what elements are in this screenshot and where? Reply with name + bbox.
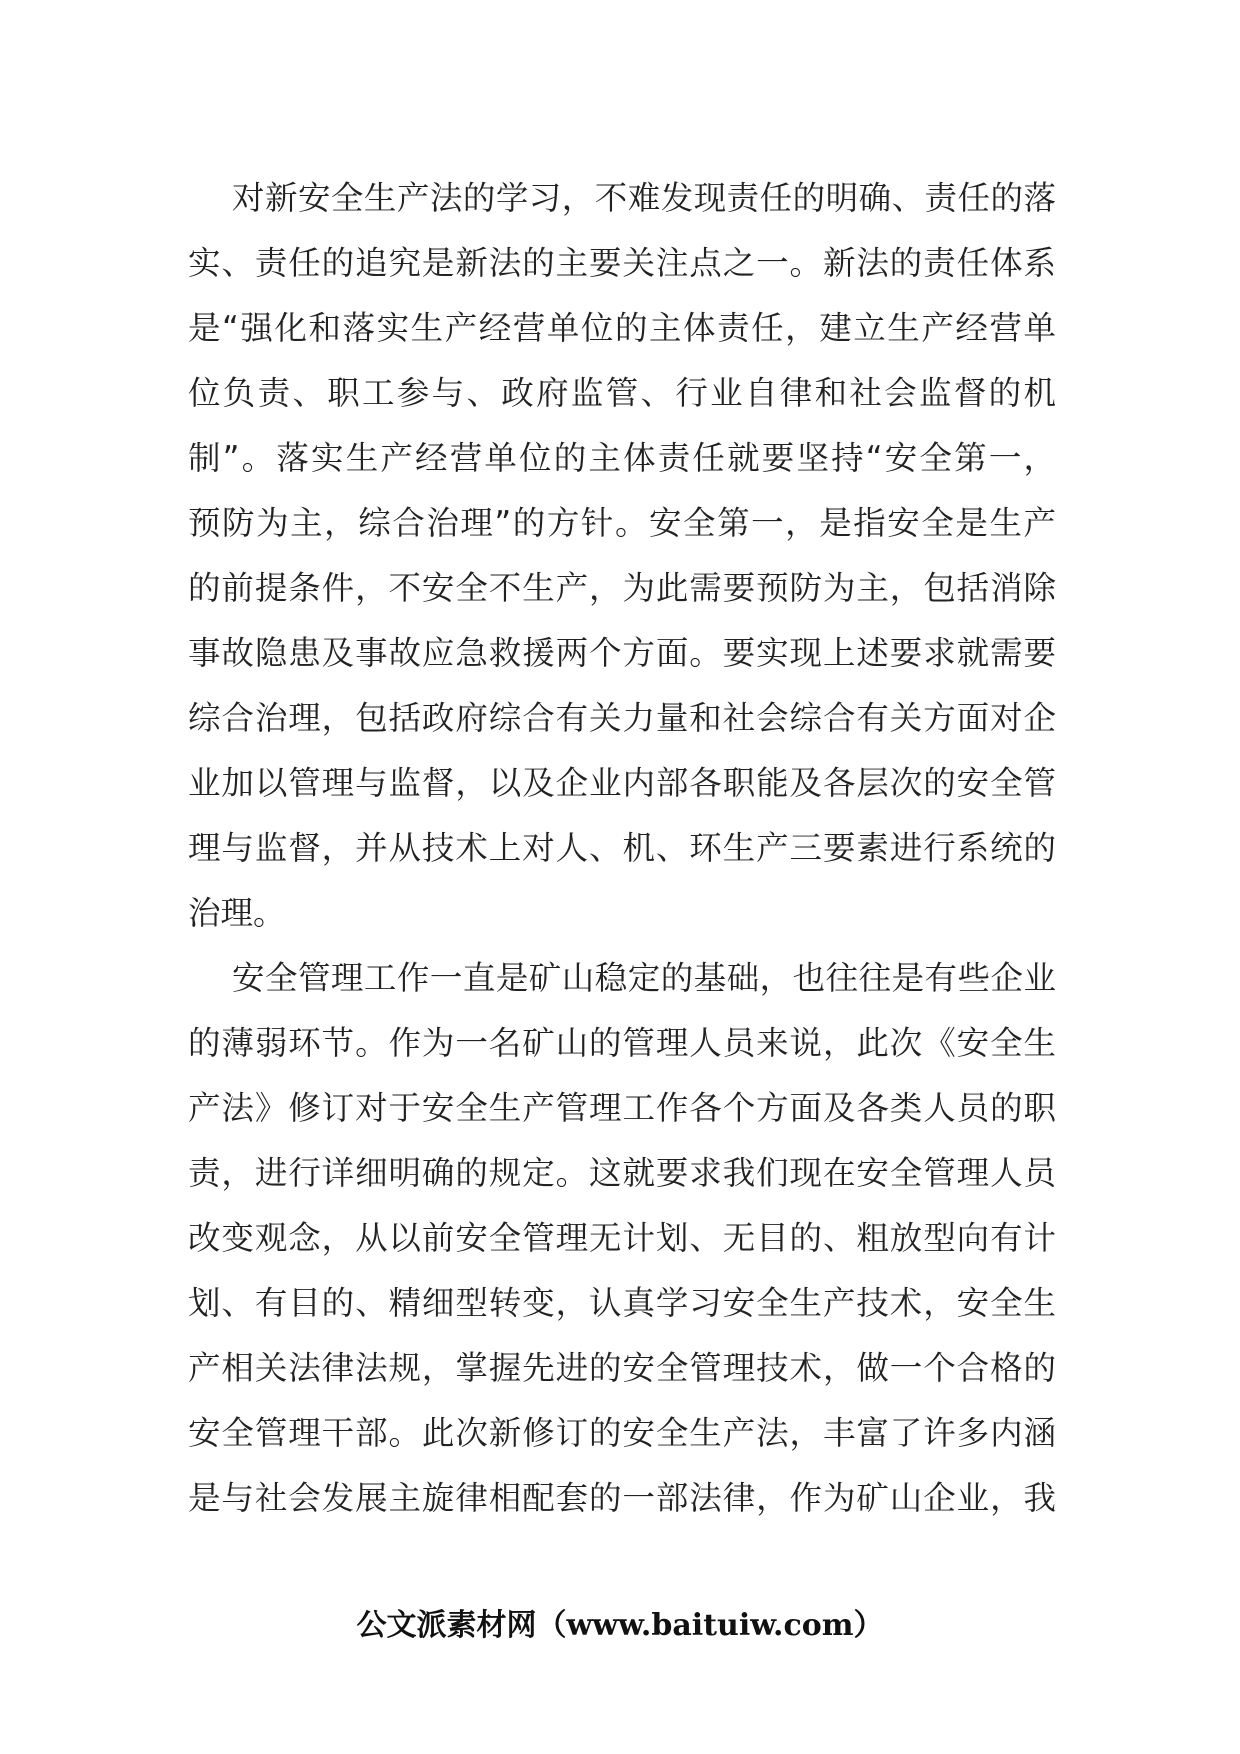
paragraph-2 (188, 946, 1056, 1531)
footer-source-text: 公文派素材网（www.baituiw.com） (356, 1608, 884, 1643)
text-line: 的薄弱环节。作为一名矿山的管理人员来说，此次《安全生 (188, 1024, 1056, 1062)
text-line: 产相关法律法规，掌握先进的安全管理技术，做一个合格的 (188, 1349, 1056, 1387)
text-line: 治理。 (188, 894, 286, 932)
text-line: 的前提条件，不安全不生产，为此需要预防为主，包括消除 (188, 569, 1056, 607)
text-line: 划、有目的、精细型转变，认真学习安全生产技术，安全生 (188, 1284, 1056, 1322)
text-line: 安全管理干部。此次新修订的安全生产法，丰富了许多内涵 (188, 1414, 1056, 1452)
text-line: 制”。落实生产经营单位的主体责任就要坚持“安全第一， (188, 439, 1056, 477)
text-line: 产法》修订对于安全生产管理工作各个方面及各类人员的职 (188, 1089, 1056, 1127)
text-line: 预防为主，综合治理”的方针。安全第一，是指安全是生产 (188, 504, 1056, 542)
text-line: 事故隐患及事故应急救援两个方面。要实现上述要求就需要 (188, 634, 1056, 672)
text-line: 是“强化和落实生产经营单位的主体责任，建立生产经营单 (188, 309, 1056, 347)
text-line: 业加以管理与监督，以及企业内部各职能及各层次的安全管 (188, 764, 1056, 802)
text-line: 理与监督，并从技术上对人、机、环生产三要素进行系统的 (188, 829, 1056, 867)
text-line: 综合治理，包括政府综合有关力量和社会综合有关方面对企 (188, 699, 1056, 737)
text-line: 位负责、职工参与、政府监管、行业自律和社会监督的机 (188, 374, 1056, 412)
text-line: 实、责任的追究是新法的主要关注点之一。新法的责任体系 (188, 244, 1056, 282)
text-line: 安全管理工作一直是矿山稳定的基础，也往往是有些企业 (232, 959, 1056, 997)
text-line: 责，进行详细明确的规定。这就要求我们现在安全管理人员 (188, 1154, 1056, 1192)
text-line: 对新安全生产法的学习，不难发现责任的明确、责任的落 (232, 179, 1056, 217)
paragraph-1 (188, 166, 1056, 946)
text-line: 是与社会发展主旋律相配套的一部法律，作为矿山企业，我 (188, 1479, 1056, 1517)
document-body (188, 166, 1056, 1531)
text-line: 改变观念，从以前安全管理无计划、无目的、粗放型向有计 (188, 1219, 1056, 1257)
